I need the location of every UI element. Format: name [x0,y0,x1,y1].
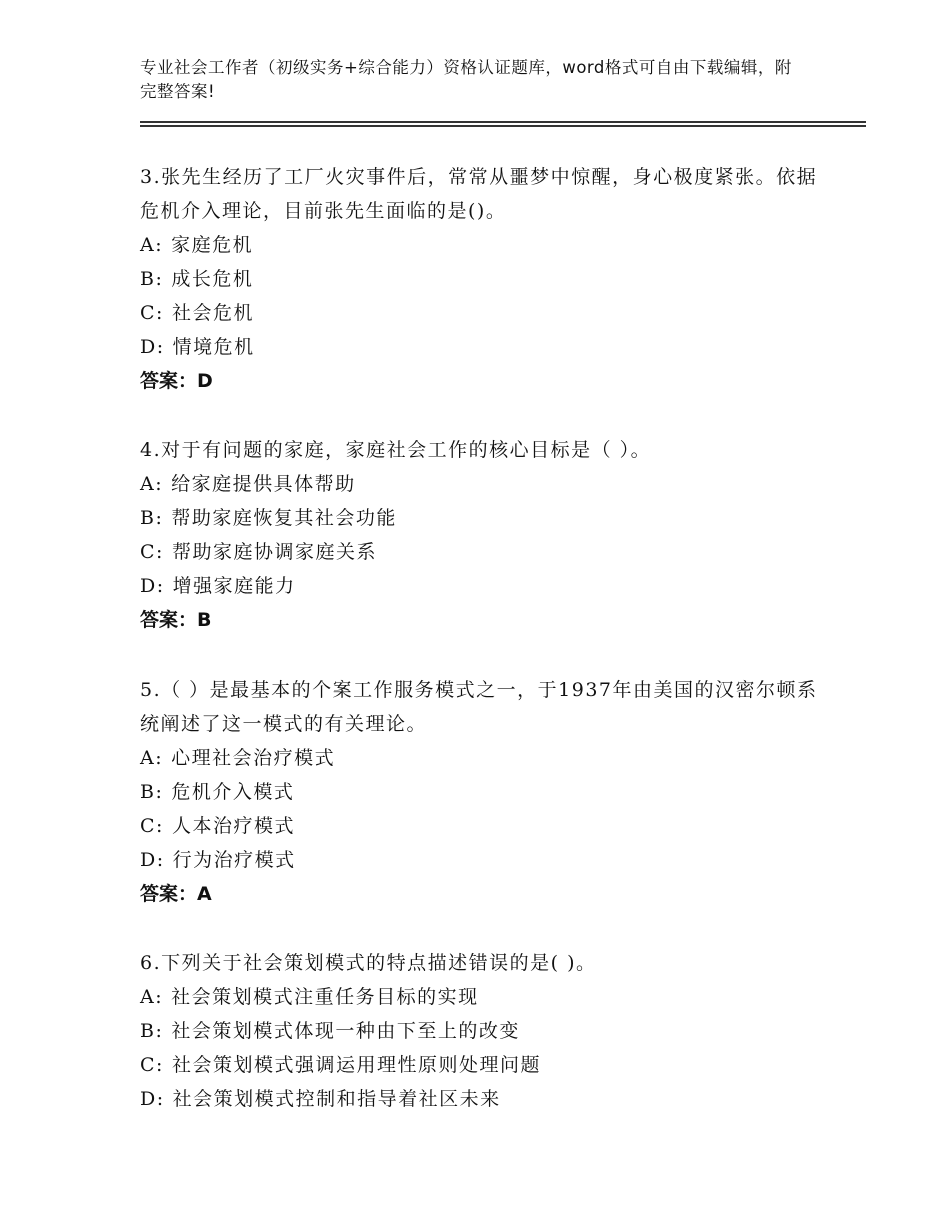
question-stem: 4.对于有问题的家庭，家庭社会工作的核心目标是（ ）。 [140,439,652,461]
option-b [140,262,820,296]
question-6 [140,946,820,1116]
option-b [140,1014,820,1048]
question-stem: 5.（ ）是最基本的个案工作服务模式之一，于1937年由美国的汉密尔顿系统阐述了这一模式的有关理论。 [140,679,818,735]
option-key: B: [140,268,164,290]
option-d [140,843,820,877]
option-c [140,809,820,843]
option-a [140,228,820,262]
option-key: B: [140,781,164,803]
answer-label: 答案：B [140,609,212,631]
option-key: C: [140,1054,164,1076]
question-4 [140,433,820,637]
option-key: C: [140,541,164,563]
option-key: A: [140,473,164,495]
option-key: D: [140,1088,165,1110]
option-key: A: [140,986,164,1008]
option-a [140,741,820,775]
option-text: 给家庭提供具体帮助 [171,473,356,495]
question-3 [140,160,820,398]
option-text: 社会策划模式强调运用理性原则处理问题 [171,1054,541,1076]
option-c [140,535,820,569]
option-text: 危机介入模式 [171,781,295,803]
option-text: 社会策划模式体现一种由下至上的改变 [171,1020,520,1042]
answer-label: 答案：D [140,370,213,392]
option-a [140,980,820,1014]
header-divider [140,121,866,123]
option-key: B: [140,1020,164,1042]
option-text: 家庭危机 [171,234,254,256]
option-key: A: [140,747,164,769]
option-key: D: [140,336,165,358]
option-d [140,1082,820,1116]
option-text: 社会危机 [171,302,254,324]
question-5 [140,673,820,911]
option-text: 行为治疗模式 [172,849,296,871]
option-a [140,467,820,501]
option-key: C: [140,302,164,324]
option-text: 社会策划模式注重任务目标的实现 [171,986,479,1008]
option-b [140,501,820,535]
option-key: C: [140,815,164,837]
document-header [140,56,800,104]
option-d [140,330,820,364]
option-text: 帮助家庭恢复其社会功能 [171,507,397,529]
option-text: 社会策划模式控制和指导着社区未来 [172,1088,501,1110]
option-c [140,1048,820,1082]
option-text: 心理社会治疗模式 [171,747,336,769]
option-key: A: [140,234,164,256]
option-key: B: [140,507,164,529]
option-d [140,569,820,603]
option-text: 增强家庭能力 [172,575,296,597]
header-title: 专业社会工作者（初级实务+综合能力）资格认证题库，word格式可自由下载编辑，附完整答案! [140,58,792,101]
option-b [140,775,820,809]
question-stem: 6.下列关于社会策划模式的特点描述错误的是( )。 [140,952,597,974]
option-key: D: [140,849,165,871]
option-text: 情境危机 [172,336,255,358]
question-stem: 3.张先生经历了工厂火灾事件后，常常从噩梦中惊醒，身心极度紧张。依据危机介入理论，目前张先生面临的是()。 [140,166,818,222]
option-text: 人本治疗模式 [171,815,295,837]
option-c [140,296,820,330]
option-key: D: [140,575,165,597]
answer-label: 答案：A [140,883,212,905]
option-text: 帮助家庭协调家庭关系 [171,541,377,563]
header-divider-thin [140,125,866,127]
option-text: 成长危机 [171,268,254,290]
